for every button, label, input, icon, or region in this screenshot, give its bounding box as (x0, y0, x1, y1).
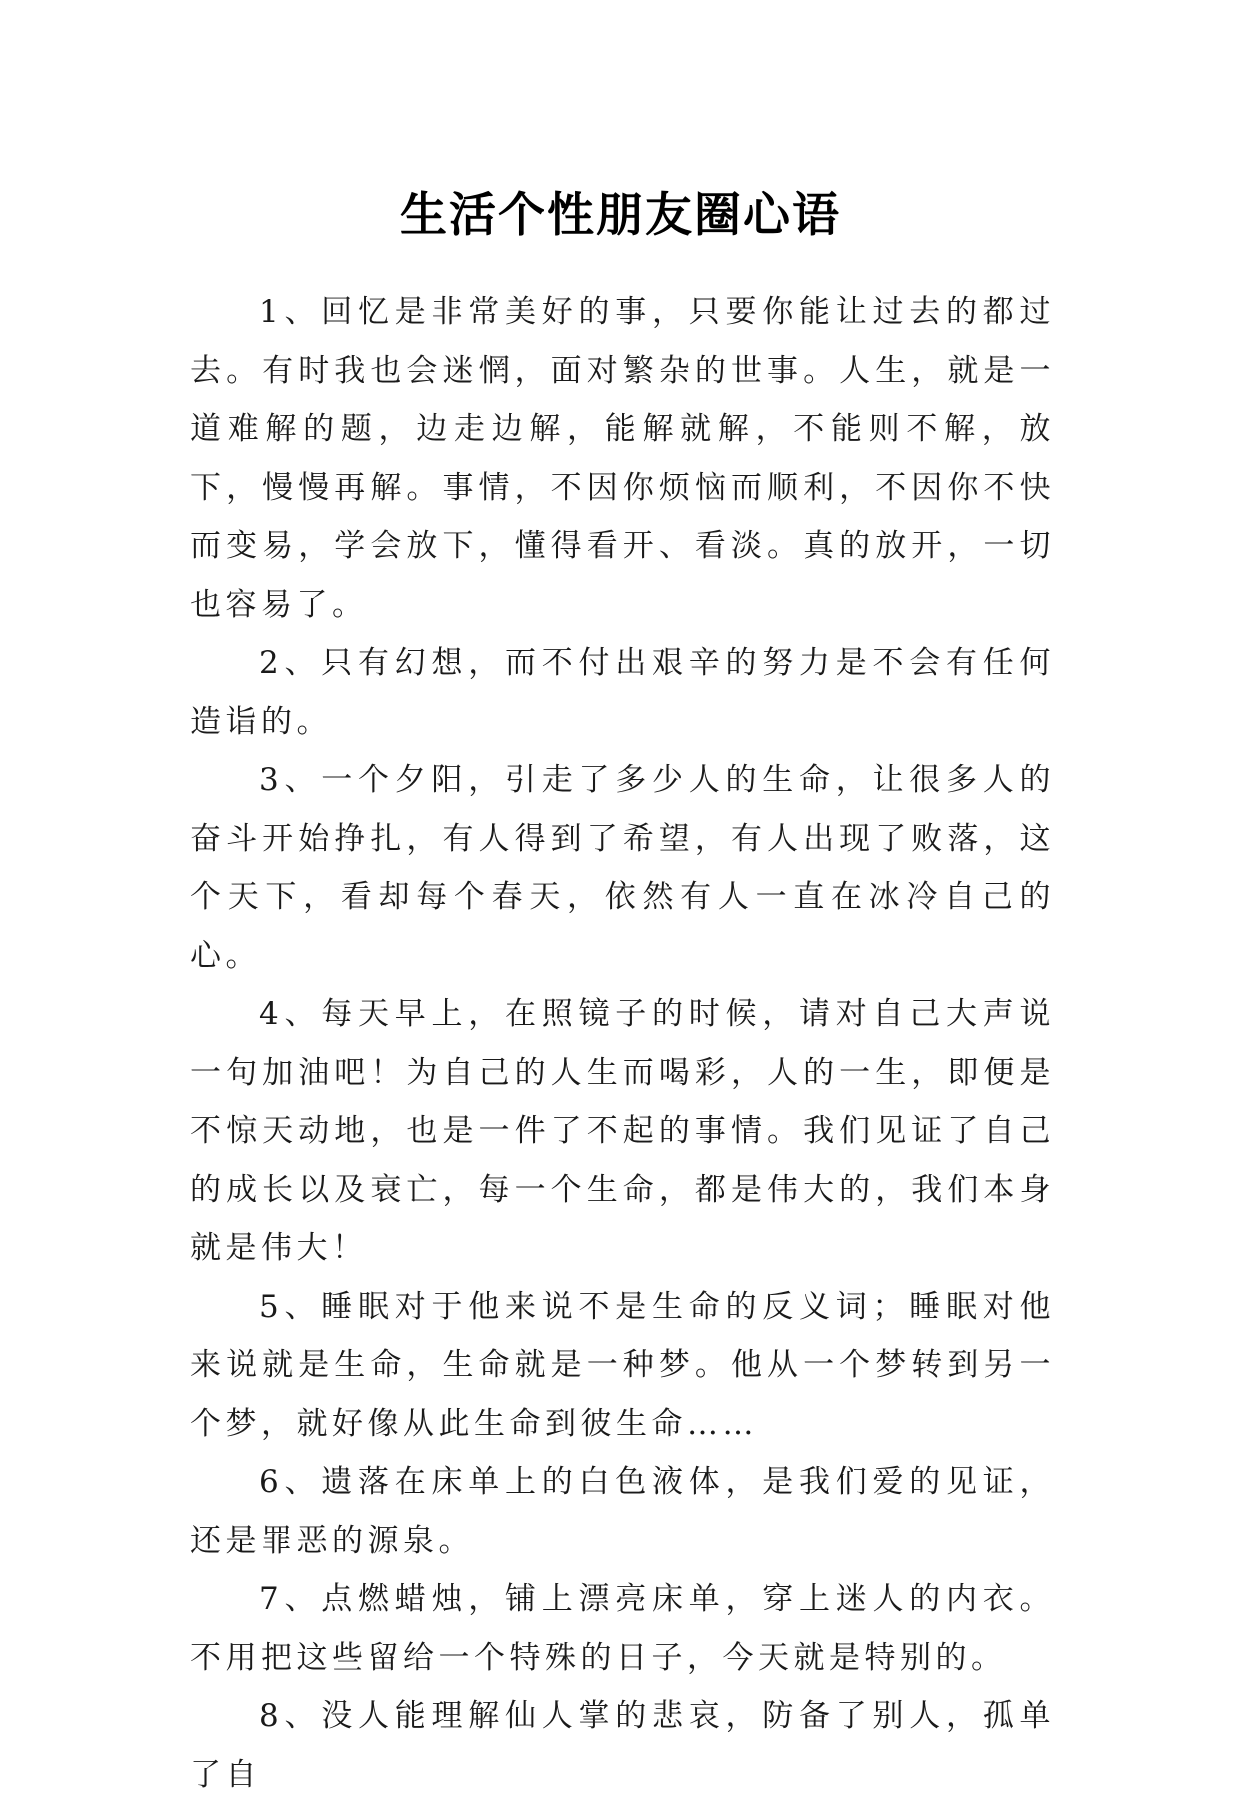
document-body (190, 283, 1055, 1804)
paragraph-3: 3、一个夕阳，引走了多少人的生命，让很多人的奋斗开始挣扎，有人得到了希望，有人出现了败落，这个天下，看却每个春天，依然有人一直在冰冷自己的心。 (190, 762, 1055, 974)
paragraph-7: 7、点燃蜡烛，铺上漂亮床单，穿上迷人的内衣。不用把这些留给一个特殊的日子，今天就是特别的。 (190, 1581, 1055, 1676)
page-title: 生活个性朋友圈心语 (400, 188, 841, 244)
paragraph-4: 4、每天早上，在照镜子的时候，请对自己大声说一句加油吧！为自己的人生而喝彩，人的一生，即便是不惊天动地，也是一件了不起的事情。我们见证了自己的成长以及衰亡，每一个生命，都是伟大的，我们本身就是伟大！ (190, 996, 1055, 1266)
paragraph-6: 6、遗落在床单上的白色液体，是我们爱的见证，还是罪恶的源泉。 (190, 1464, 1055, 1559)
paragraph-1: 1、回忆是非常美好的事，只要你能让过去的都过去。有时我也会迷惘，面对繁杂的世事。人生，就是一道难解的题，边走边解，能解就解，不能则不解，放下，慢慢再解。事情，不因你烦恼而顺利，不因你不快而变易，学会放下，懂得看开、看淡。真的放开，一切也容易了。 (190, 294, 1055, 623)
paragraph-8: 8、没人能理解仙人掌的悲哀，防备了别人，孤单了自 (190, 1698, 1055, 1793)
paragraph-5: 5、睡眠对于他来说不是生命的反义词；睡眠对他来说就是生命，生命就是一种梦。他从一个梦转到另一个梦，就好像从此生命到彼生命…… (190, 1288, 1055, 1442)
paragraph-2: 2、只有幻想，而不付出艰辛的努力是不会有任何造诣的。 (190, 645, 1055, 740)
